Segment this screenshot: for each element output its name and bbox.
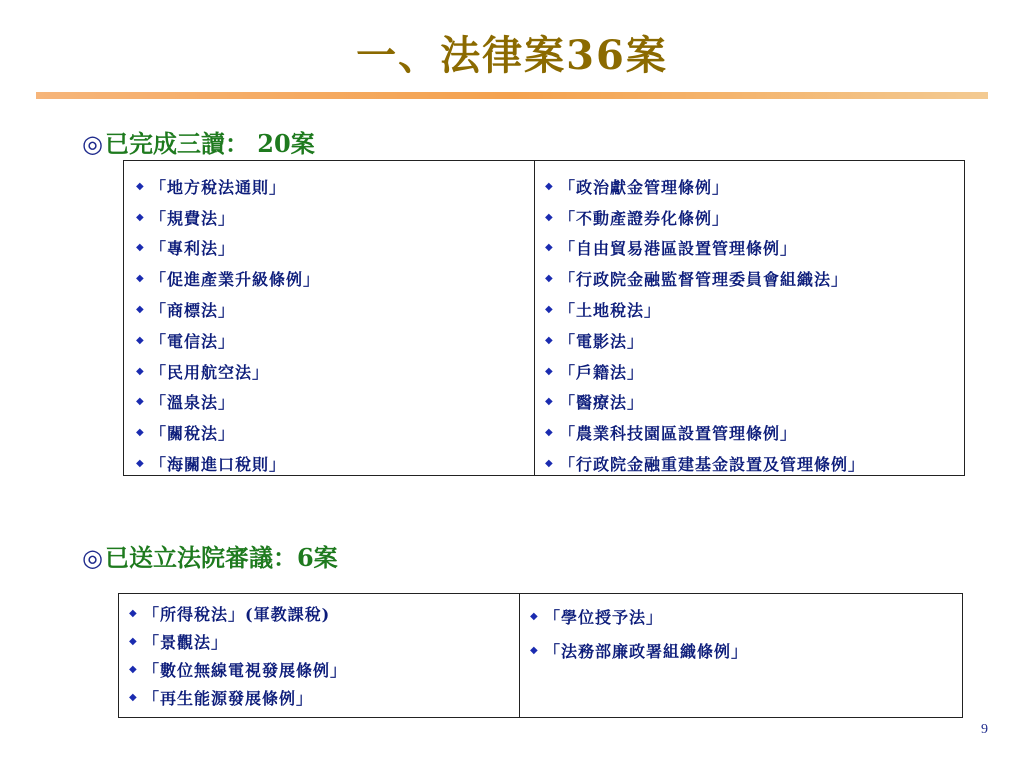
section-heading-completed [82, 129, 315, 159]
law-list-item [136, 263, 534, 294]
law-list-item [545, 387, 964, 418]
completed-laws-left-column [124, 161, 534, 475]
law-list-item [136, 417, 534, 448]
law-name: 「不動產證券化條例」 [559, 208, 730, 228]
law-list-item [545, 294, 964, 325]
law-list-item [545, 356, 964, 387]
diamond-bullet-icon: ◆ [545, 458, 554, 470]
law-name: 「學位授予法」 [544, 607, 664, 627]
law-list-item [545, 417, 964, 448]
completed-laws-right-column [534, 161, 964, 475]
law-list-item [136, 387, 534, 418]
law-name: 「再生能源發展條例」 [143, 688, 314, 708]
page-number: 9 [981, 722, 988, 737]
law-list-item [129, 599, 519, 627]
law-name: 「溫泉法」 [150, 393, 236, 413]
law-name: 「民用航空法」 [150, 362, 270, 382]
diamond-bullet-icon: ◆ [545, 211, 554, 223]
diamond-bullet-icon: ◆ [136, 427, 145, 439]
law-list-item [545, 325, 964, 356]
law-list-item [545, 263, 964, 294]
law-list-item [129, 627, 519, 655]
law-list-item [545, 233, 964, 264]
diamond-bullet-icon: ◆ [136, 273, 145, 285]
diamond-bullet-icon: ◆ [545, 334, 554, 346]
law-list-item [545, 171, 964, 202]
law-list-item [136, 171, 534, 202]
law-name: 「行政院金融重建基金設置及管理條例」 [559, 455, 866, 475]
diamond-bullet-icon: ◆ [129, 607, 138, 619]
diamond-bullet-icon: ◆ [545, 273, 554, 285]
submitted-laws-table [118, 593, 963, 718]
law-list-item [136, 294, 534, 325]
diamond-bullet-icon: ◆ [136, 396, 145, 408]
law-name: 「促進產業升級條例」 [150, 270, 321, 290]
law-name: 「農業科技園區設置管理條例」 [559, 424, 798, 444]
law-list-item [136, 356, 534, 387]
diamond-bullet-icon: ◆ [545, 365, 554, 377]
law-name: 「地方稅法通則」 [150, 177, 287, 197]
diamond-bullet-icon: ◆ [136, 334, 145, 346]
slide-title: 一、法律案36案 [356, 32, 668, 79]
diamond-bullet-icon: ◆ [136, 365, 145, 377]
diamond-bullet-icon: ◆ [136, 242, 145, 254]
law-name: 「景觀法」 [143, 632, 229, 652]
law-name: 「土地稅法」 [559, 301, 662, 321]
law-name: 「電影法」 [559, 331, 645, 351]
law-name: 「專利法」 [150, 239, 236, 259]
title-divider [36, 92, 988, 99]
law-name: 「數位無線電視發展條例」 [143, 660, 348, 680]
section-heading-submitted [82, 543, 338, 573]
diamond-bullet-icon: ◆ [545, 427, 554, 439]
law-name: 「關稅法」 [150, 424, 236, 444]
submitted-laws-right-column [519, 594, 962, 717]
diamond-bullet-icon: ◆ [136, 304, 145, 316]
submitted-laws-left-column [119, 594, 519, 717]
law-list-item [545, 202, 964, 233]
diamond-bullet-icon: ◆ [129, 691, 138, 703]
law-name: 「規費法」 [150, 208, 236, 228]
law-name: 「自由貿易港區設置管理條例」 [559, 239, 798, 259]
diamond-bullet-icon: ◆ [545, 304, 554, 316]
law-list-item [136, 325, 534, 356]
law-list-item [530, 599, 962, 633]
law-name: 「行政院金融監督管理委員會組織法」 [559, 270, 849, 290]
completed-laws-table [123, 160, 965, 476]
law-list-item [136, 233, 534, 264]
law-name: 「法務部廉政署組織條例」 [544, 641, 749, 661]
diamond-bullet-icon: ◆ [136, 211, 145, 223]
diamond-bullet-icon: ◆ [129, 635, 138, 647]
law-name: 「醫療法」 [559, 393, 645, 413]
section-heading-completed-text: 已完成三讀： 20案 [104, 129, 315, 158]
double-circle-icon: ◎ [82, 543, 103, 572]
law-list-item [136, 202, 534, 233]
law-list-item [136, 448, 534, 479]
diamond-bullet-icon: ◆ [530, 644, 539, 656]
diamond-bullet-icon: ◆ [129, 663, 138, 675]
diamond-bullet-icon: ◆ [545, 242, 554, 254]
diamond-bullet-icon: ◆ [545, 180, 554, 192]
double-circle-icon: ◎ [82, 129, 103, 158]
law-list-item [530, 633, 962, 667]
law-name: 「戶籍法」 [559, 362, 645, 382]
law-name: 「政治獻金管理條例」 [559, 177, 730, 197]
law-list-item [129, 655, 519, 683]
law-name: 「商標法」 [150, 301, 236, 321]
diamond-bullet-icon: ◆ [136, 180, 145, 192]
law-list-item [545, 448, 964, 479]
law-name: 「電信法」 [150, 331, 236, 351]
diamond-bullet-icon: ◆ [545, 396, 554, 408]
law-name: 「所得稅法」(軍教課稅) [143, 604, 331, 624]
law-list-item [129, 683, 519, 711]
section-heading-submitted-text: 已送立法院審議：6案 [104, 543, 338, 572]
diamond-bullet-icon: ◆ [530, 610, 539, 622]
diamond-bullet-icon: ◆ [136, 458, 145, 470]
law-name: 「海關進口稅則」 [150, 455, 287, 475]
